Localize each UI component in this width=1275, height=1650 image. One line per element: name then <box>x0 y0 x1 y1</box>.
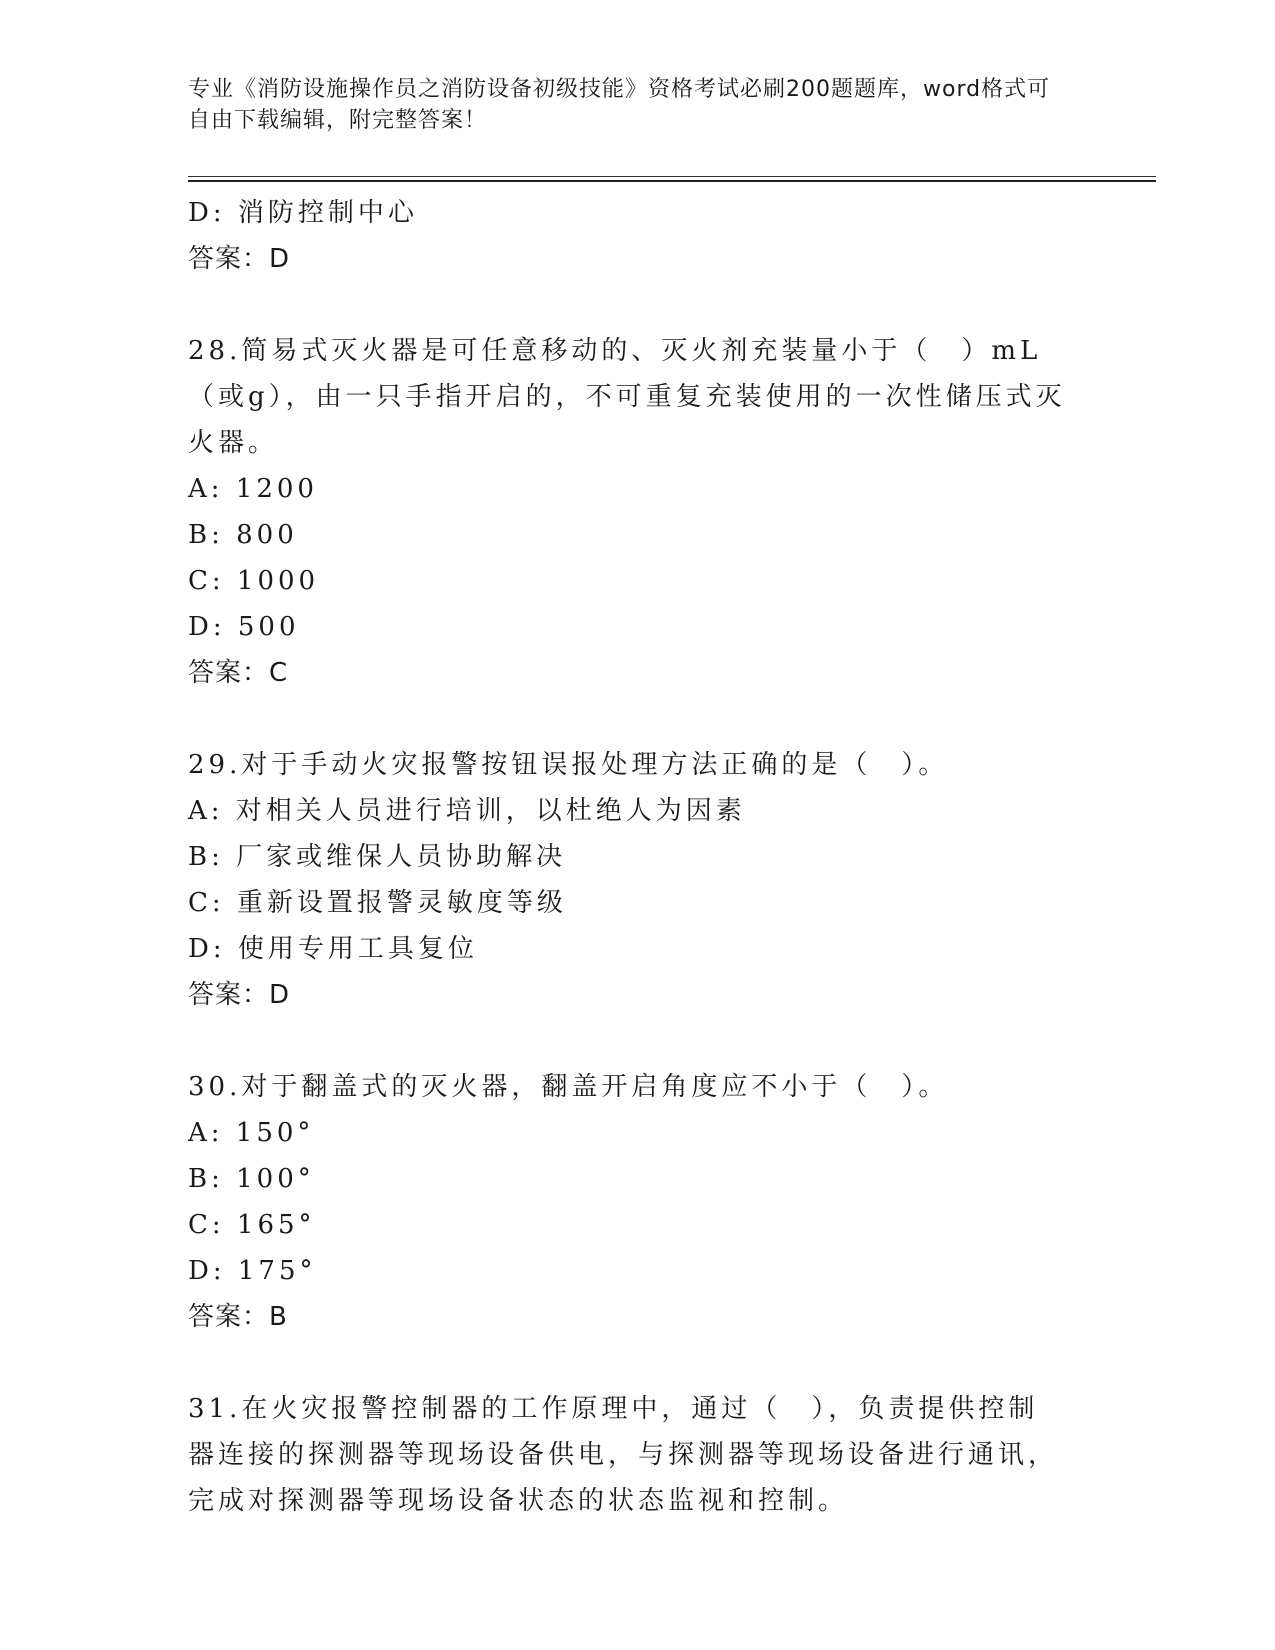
option-c: C: 1000 <box>188 566 320 596</box>
header-divider-thin <box>188 176 1156 177</box>
document-header: 专业《消防设施操作员之消防设备初级技能》资格考试必刷200题题库，word格式可自由下载编辑，附完整答案！ <box>188 77 1051 133</box>
question-stem: 31.在火灾报警控制器的工作原理中，通过（ ），负责提供控制器连接的探测器等现场设备供电，与探测器等现场设备进行通讯，完成对探测器等现场设备状态的状态监视和控制。 <box>188 1394 1059 1516</box>
answer-line: 答案：C <box>188 658 289 688</box>
question-stem: 29.对于手动火灾报警按钮误报处理方法正确的是（ ）。 <box>188 750 949 780</box>
option-a: A: 对相关人员进行培训，以杜绝人为因素 <box>188 796 746 826</box>
header-divider-thick <box>188 180 1156 182</box>
question-stem: 30.对于翻盖式的灭火器，翻盖开启角度应不小于（ ）。 <box>188 1072 949 1102</box>
question-list <box>188 190 1088 1524</box>
option-b: B: 厂家或维保人员协助解决 <box>188 842 567 872</box>
spacer <box>188 1018 1088 1064</box>
option-d: D: 500 <box>188 612 300 642</box>
answer-line: 答案：D <box>188 980 291 1010</box>
option-c: C: 165° <box>188 1210 316 1240</box>
spacer <box>188 282 1088 328</box>
option-b: B: 100° <box>188 1164 315 1194</box>
answer-line: 答案：B <box>188 1302 288 1332</box>
answer-line: 答案：D <box>188 244 291 274</box>
spacer <box>188 696 1088 742</box>
option-d: D: 175° <box>188 1256 317 1286</box>
option-d: D: 使用专用工具复位 <box>188 934 478 964</box>
option-c: C: 重新设置报警灵敏度等级 <box>188 888 567 918</box>
option-d: D: 消防控制中心 <box>188 198 418 228</box>
option-a: A: 1200 <box>188 474 318 504</box>
option-b: B: 800 <box>188 520 298 550</box>
spacer <box>188 1340 1088 1386</box>
option-a: A: 150° <box>188 1118 315 1148</box>
question-stem: 28.简易式灭火器是可任意移动的、灭火剂充装量小于（ ）mL（或g），由一只手指开启的，不可重复充装使用的一次性储压式灭火器。 <box>188 336 1066 458</box>
